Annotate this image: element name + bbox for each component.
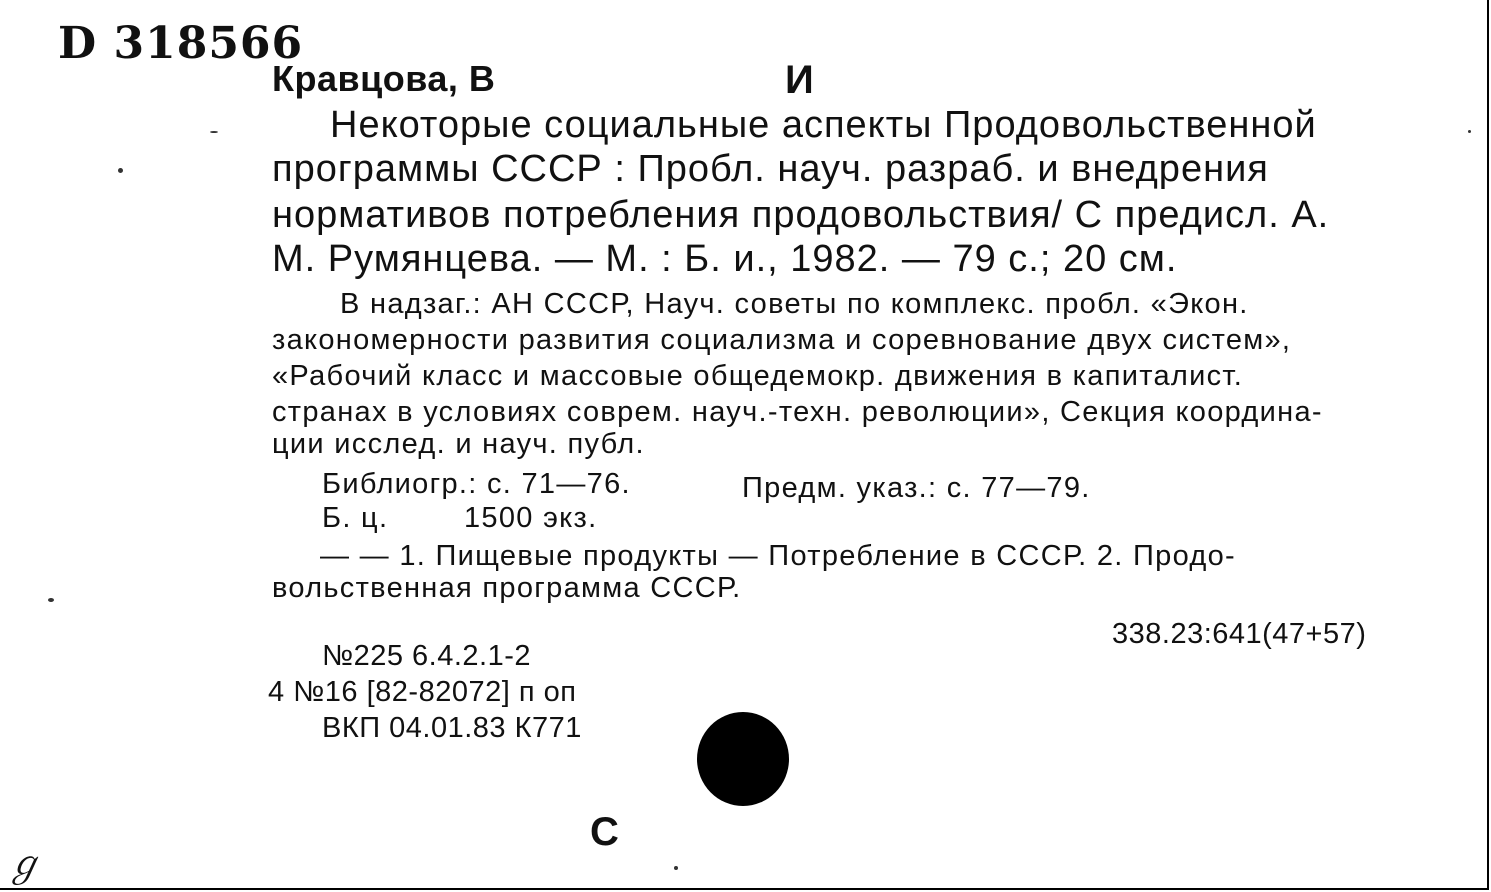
speck [1468, 130, 1471, 133]
corner-mark: ℊ [6, 844, 43, 885]
speck [118, 168, 123, 173]
title-line-1: Некоторые социальные аспекты Продовольственной [330, 104, 1317, 146]
notes-line-2: закономерности развития социализма и соревнование двух систем», [272, 324, 1292, 356]
code-line-2: 4 №16 [82-82072] п оп [268, 676, 577, 708]
notes-line-3: «Рабочий класс и массовые общедемокр. движения в капиталист. [272, 360, 1244, 392]
notes-line-5: ции исслед. и науч. публ. [272, 428, 645, 460]
notes-line-4: странах в условиях соврем. науч.-техн. революции», Секция координа- [272, 396, 1323, 428]
title-line-3: нормативов потребления продовольствия/ С предисл. А. [272, 194, 1330, 236]
udc-code: 338.23:641(47+57) [1112, 618, 1367, 650]
notes-line-1: В надзаг.: АН СССР, Науч. советы по комплекс. пробл. «Экон. [340, 288, 1249, 320]
code-line-1: №225 6.4.2.1-2 [322, 640, 532, 672]
bottom-letter: С [590, 810, 620, 854]
speck [48, 598, 54, 602]
filing-letter: И [785, 58, 815, 102]
author-name: Кравцова, В [272, 58, 496, 99]
subject-index-note: Предм. указ.: с. 77—79. [742, 472, 1091, 504]
accession-number: D 318566 [58, 18, 304, 69]
speck [210, 131, 218, 133]
subjects-line-2: вольственная программа СССР. [272, 572, 742, 604]
copies-note: 1500 экз. [464, 502, 598, 534]
punch-hole-mark [697, 712, 789, 806]
subjects-line-1: — — 1. Пищевые продукты — Потребление в СССР. 2. Продо- [320, 540, 1236, 572]
code-line-3: ВКП 04.01.83 К771 [322, 712, 582, 744]
bibliography-note: Библиогр.: с. 71—76. [322, 468, 631, 500]
title-line-4: М. Румянцева. — М. : Б. и., 1982. — 79 с.; 20 см. [272, 238, 1178, 280]
speck [674, 866, 678, 870]
title-line-2: программы СССР : Пробл. науч. разраб. и внедрения [272, 148, 1269, 190]
price-note: Б. ц. [322, 502, 389, 534]
